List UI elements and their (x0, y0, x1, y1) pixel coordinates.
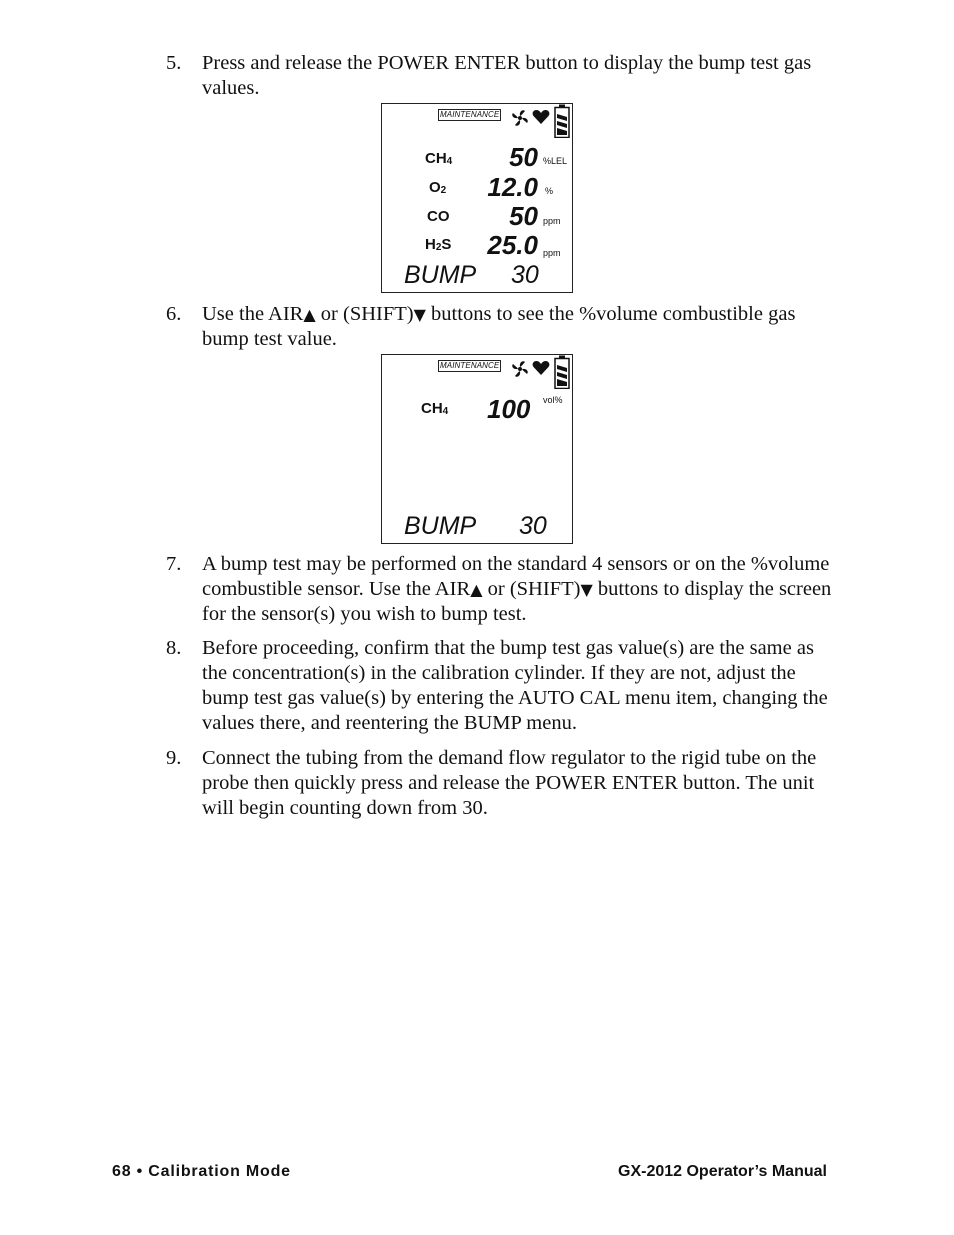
unit-o2: % (545, 186, 554, 196)
gas-value-ch4: 50 (509, 142, 538, 172)
unit-co: ppm (543, 216, 561, 226)
step-text: Press and release the POWER ENTER button to display the bump test gas values. (202, 52, 812, 99)
unit-vol-percent: vol% (543, 395, 563, 405)
bump-countdown: 30 (511, 261, 539, 289)
maintenance-indicator: MAINTENANCE (440, 361, 500, 370)
battery-icon (554, 355, 570, 389)
step-number: 8. (166, 637, 182, 659)
step-number: 5. (166, 52, 182, 74)
lcd-screen-bump-values (381, 103, 573, 293)
down-arrow-icon: ▼ (580, 580, 593, 599)
fan-icon (510, 108, 530, 128)
bump-countdown: 30 (519, 512, 547, 540)
fan-icon (510, 359, 530, 379)
down-arrow-icon: ▼ (413, 305, 426, 324)
gas-value-co: 50 (509, 201, 538, 231)
gas-label-o2: $O_2$ (429, 179, 447, 196)
bump-label: BUMP (404, 512, 477, 540)
gas-label-ch4: $CH_4$ (425, 150, 453, 167)
step-text: Before proceeding, confirm that the bump test gas value(s) are the same as the concentration(s) in the calibration cylinder. If they are not, adjust the bump test gas value(s) by entering the AUTO CAL menu item, changing the values there, and reentering the BUMP menu. (202, 637, 828, 734)
heart-icon (532, 361, 550, 375)
step-number: 7. (166, 553, 182, 575)
gas-value-ch4-volume: 100 (487, 394, 531, 424)
lcd-screen-volume-bump (381, 354, 573, 544)
step-number: 6. (166, 303, 182, 325)
step-text: Use the AIR▲ or (SHIFT)▼ buttons to see the %volume combustible gas bump test value. (202, 303, 796, 350)
gas-label-ch4: $CH_4$ (421, 400, 449, 417)
up-arrow-icon: ▲ (470, 580, 483, 599)
battery-icon (554, 104, 570, 138)
up-arrow-icon: ▲ (303, 305, 316, 324)
bump-label: BUMP (404, 261, 477, 289)
gas-value-o2: 12.0 (487, 172, 538, 202)
gas-label-co: CO (427, 208, 450, 225)
step-text: A bump test may be performed on the standard 4 sensors or on the %volume combustible sensor. Use the AIR▲ or (SHIFT)▼ buttons to display the screen for the sensor(s) you wish to bump test. (202, 553, 832, 625)
step-number: 9. (166, 747, 182, 769)
footer-manual-title: GX-2012 Operator’s Manual (618, 1163, 827, 1180)
unit-ch4: %LEL (543, 156, 568, 166)
step-text: Connect the tubing from the demand flow regulator to the rigid tube on the probe then quickly press and release the POWER ENTER button. The unit will begin counting down from 30. (202, 747, 817, 819)
heart-icon (532, 110, 550, 124)
gas-value-h2s: 25.0 (487, 230, 538, 260)
footer-page-section: 68 • Calibration Mode (112, 1163, 291, 1180)
gas-label-h2s: $H_2S$ (425, 236, 452, 253)
maintenance-indicator: MAINTENANCE (440, 110, 500, 119)
unit-h2s: ppm (543, 248, 561, 258)
